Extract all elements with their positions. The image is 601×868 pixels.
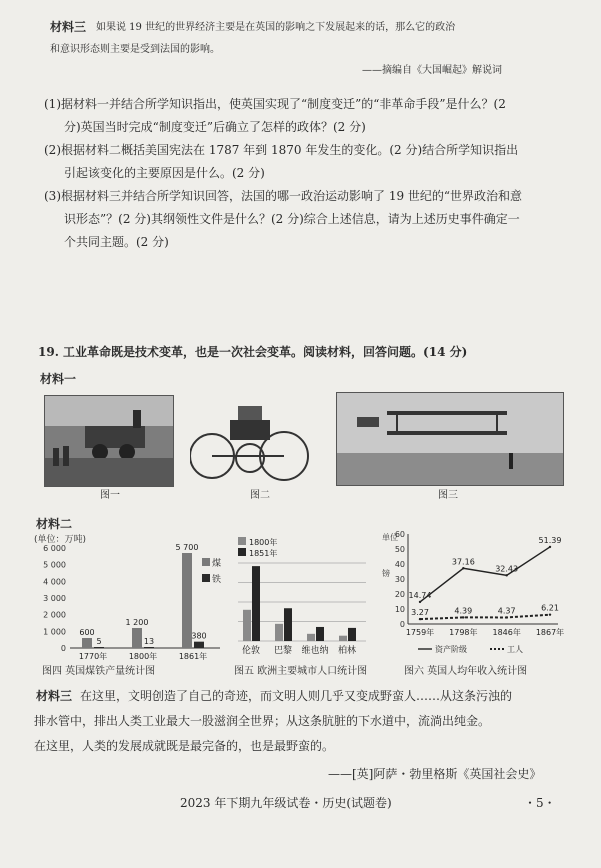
chart6-point: [419, 618, 421, 620]
chart5-legend-label: 1800年: [249, 538, 278, 547]
chart6-ytick: 60: [394, 530, 405, 539]
chart6-data-label: 4.39: [454, 606, 473, 616]
airplane-icon: [337, 393, 563, 485]
chart4-data-label: 600: [79, 628, 95, 637]
chart6-ytick: 0: [399, 620, 405, 629]
chart6-ylabel-pound: 镑: [382, 569, 390, 578]
chart5-category-label: 巴黎: [273, 646, 293, 656]
chart6-point: [419, 601, 421, 603]
chart6-legend-label: 工人: [507, 645, 523, 654]
material3-top-line1: 如果说 19 世纪的世界经济主要是在英国的影响之下发展起来的话，那么它的政治: [96, 22, 456, 33]
chart6-xtick: 1867年: [535, 628, 565, 637]
chart5-legend-swatch: [238, 537, 246, 545]
q18-line-4: 引起该变化的主要原因是什么。(2 分): [64, 166, 265, 180]
chart4-ytick: 1 000: [43, 627, 66, 637]
motor-car-icon: [190, 398, 310, 486]
q18-line-2: 分)英国当时完成“制度变迁”后确立了怎样的政体？(2 分): [64, 120, 366, 134]
chart4-ytick: 5 000: [43, 560, 66, 570]
chart6-legend-label: 资产阶级: [435, 645, 467, 654]
chart4-data-label: 13: [143, 637, 155, 646]
chart4-data-label: 5: [96, 637, 102, 646]
chart6-data-label: 6.21: [541, 603, 559, 613]
chart6-data-label: 37.16: [451, 557, 475, 567]
material3-bottom-line1: 在这里，文明创造了自己的奇迹，而文明人则几乎又变成野蛮人……从这条污浊的: [80, 689, 513, 703]
q18-line-6: 识形态”？(2 分)其纲领性文件是什么？(2 分)综合上述信息，请为上述历史事件确定一: [64, 212, 520, 226]
chart4-data-label: 5 700: [175, 543, 199, 552]
chart6-point: [505, 574, 507, 576]
chart5-bar: [339, 636, 347, 641]
chart5-category-label: 伦敦: [241, 646, 261, 656]
chart5-bar: [252, 566, 260, 641]
steam-locomotive-photo: [44, 395, 174, 487]
material3-bottom-line3: 在这里，人类的发展成就既是最完备的，也是最野蛮的。: [34, 739, 335, 753]
material1-label: 材料一: [40, 372, 77, 386]
chart6-xtick: 1759年: [405, 628, 435, 637]
chart4-ytick: 2 000: [43, 610, 66, 620]
chart6-ylabel-unit: 单位: [382, 533, 398, 542]
chart6-title: 图六 英国人均年收入统计图: [404, 666, 528, 677]
benz-car-photo: [190, 398, 310, 486]
fig2-label: 图二: [250, 490, 270, 501]
chart6-data-label: 32.43: [495, 564, 519, 574]
chart4-bar: [194, 642, 204, 648]
chart4-ytick: 0: [60, 644, 66, 653]
chart6-ytick: 40: [394, 560, 405, 569]
chart4-ytick: 3 000: [43, 594, 66, 603]
chart4-legend-label: 铁: [212, 575, 222, 585]
material3-top-title: 材料三: [50, 20, 87, 34]
q18-line-3: (2)根据材料二概括美国宪法在 1787 年到 1870 年发生的变化。(2 分)结合所学知识指出: [44, 143, 519, 157]
chart5-title: 图五 欧洲主要城市人口统计图: [234, 666, 368, 677]
page-number: ・5・: [524, 796, 556, 810]
chart6-ytick: 10: [394, 605, 405, 614]
chart6-ytick: 30: [394, 575, 405, 584]
chart4-category-label: 1861年: [178, 652, 208, 661]
chart5-bar: [275, 624, 283, 641]
chart5-bar: [316, 627, 324, 641]
chart5-legend-label: 1851年: [249, 549, 278, 558]
chart4-legend-swatch: [202, 558, 210, 566]
fig1-label: 图一: [100, 490, 120, 501]
chart6-ytick: 20: [394, 590, 405, 599]
chart6-data-label: 51.39: [538, 535, 562, 545]
chart6-point: [462, 616, 464, 618]
chart5-bar: [284, 608, 292, 641]
chart6-point: [549, 613, 551, 615]
income-line-chart: [378, 530, 568, 670]
chart5-bar: [307, 634, 315, 641]
material3-bottom-source: ——[英]阿萨・勃里格斯《英国社会史》: [328, 767, 542, 781]
steam-locomotive-icon: [45, 396, 173, 486]
chart4-legend-swatch: [202, 574, 210, 582]
material3-bottom-title: 材料三: [36, 689, 73, 703]
chart6-ytick: 50: [394, 545, 405, 554]
chart6-line-workers: [420, 615, 550, 619]
chart4-category-label: 1800年: [128, 652, 158, 661]
chart4-legend-label: 煤: [212, 559, 222, 569]
material3-top-line2: 和意识形态则主要是受到法国的影响。: [50, 44, 220, 55]
chart6-xtick: 1846年: [492, 628, 521, 637]
chart6-data-label: 3.27: [411, 608, 429, 618]
city-population-bar-chart: [232, 535, 372, 665]
chart4-category-label: 1770年: [78, 652, 108, 661]
chart4-bar: [144, 647, 154, 648]
chart4-data-label: 1 200: [125, 618, 149, 627]
chart6-data-label: 4.37: [497, 606, 516, 616]
chart4-ytick: 4 000: [43, 577, 66, 587]
chart6-data-label: 14.74: [408, 590, 432, 600]
chart4-bar: [82, 638, 92, 648]
chart6-point: [549, 546, 551, 548]
material3-top-source: ——摘编自《大国崛起》解说词: [362, 65, 502, 76]
chart6-point: [505, 616, 507, 618]
airplane-photo: [336, 392, 564, 486]
q18-line-7: 个共同主题。(2 分): [64, 235, 169, 249]
material3-bottom-line2: 排水管中，排出人类工业最大一股滋润全世界；从这条肮脏的下水道中，流淌出纯金。: [34, 714, 491, 728]
chart5-category-label: 柏林: [337, 646, 357, 656]
chart4-bar: [132, 628, 142, 648]
chart6-xtick: 1798年: [449, 628, 478, 637]
chart4-ytick: 6 000: [43, 544, 66, 553]
chart5-legend-swatch: [238, 548, 246, 556]
coal-iron-bar-chart: [30, 530, 230, 670]
material2-label: 材料二: [36, 517, 73, 531]
fig3-label: 图三: [438, 490, 458, 501]
q18-line-5: (3)根据材料三并结合所学知识回答，法国的哪一政治运动影响了 19 世纪的“世界政治和意: [44, 189, 523, 203]
chart5-category-label: 维也纳: [301, 646, 329, 656]
chart4-unit-label: (单位：万吨): [34, 535, 87, 545]
chart6-line-bourgeoisie: [420, 547, 550, 602]
chart5-bar: [243, 610, 251, 641]
chart6-point: [462, 567, 464, 569]
chart5-bar: [348, 628, 356, 641]
q19-title: 19. 工业革命既是技术变革，也是一次社会变革。阅读材料，回答问题。(14 分): [38, 345, 468, 359]
chart4-data-label: 380: [191, 631, 207, 641]
chart4-title: 图四 英国煤铁产量统计图: [42, 666, 156, 677]
q18-line-1: (1)据材料一并结合所学知识指出，使英国实现了“制度变迁”的“非革命手段”是什么？(2: [44, 97, 506, 111]
footer-text: 2023 年下期九年级试卷・历史(试题卷): [180, 796, 392, 810]
chart4-bar: [94, 647, 104, 648]
